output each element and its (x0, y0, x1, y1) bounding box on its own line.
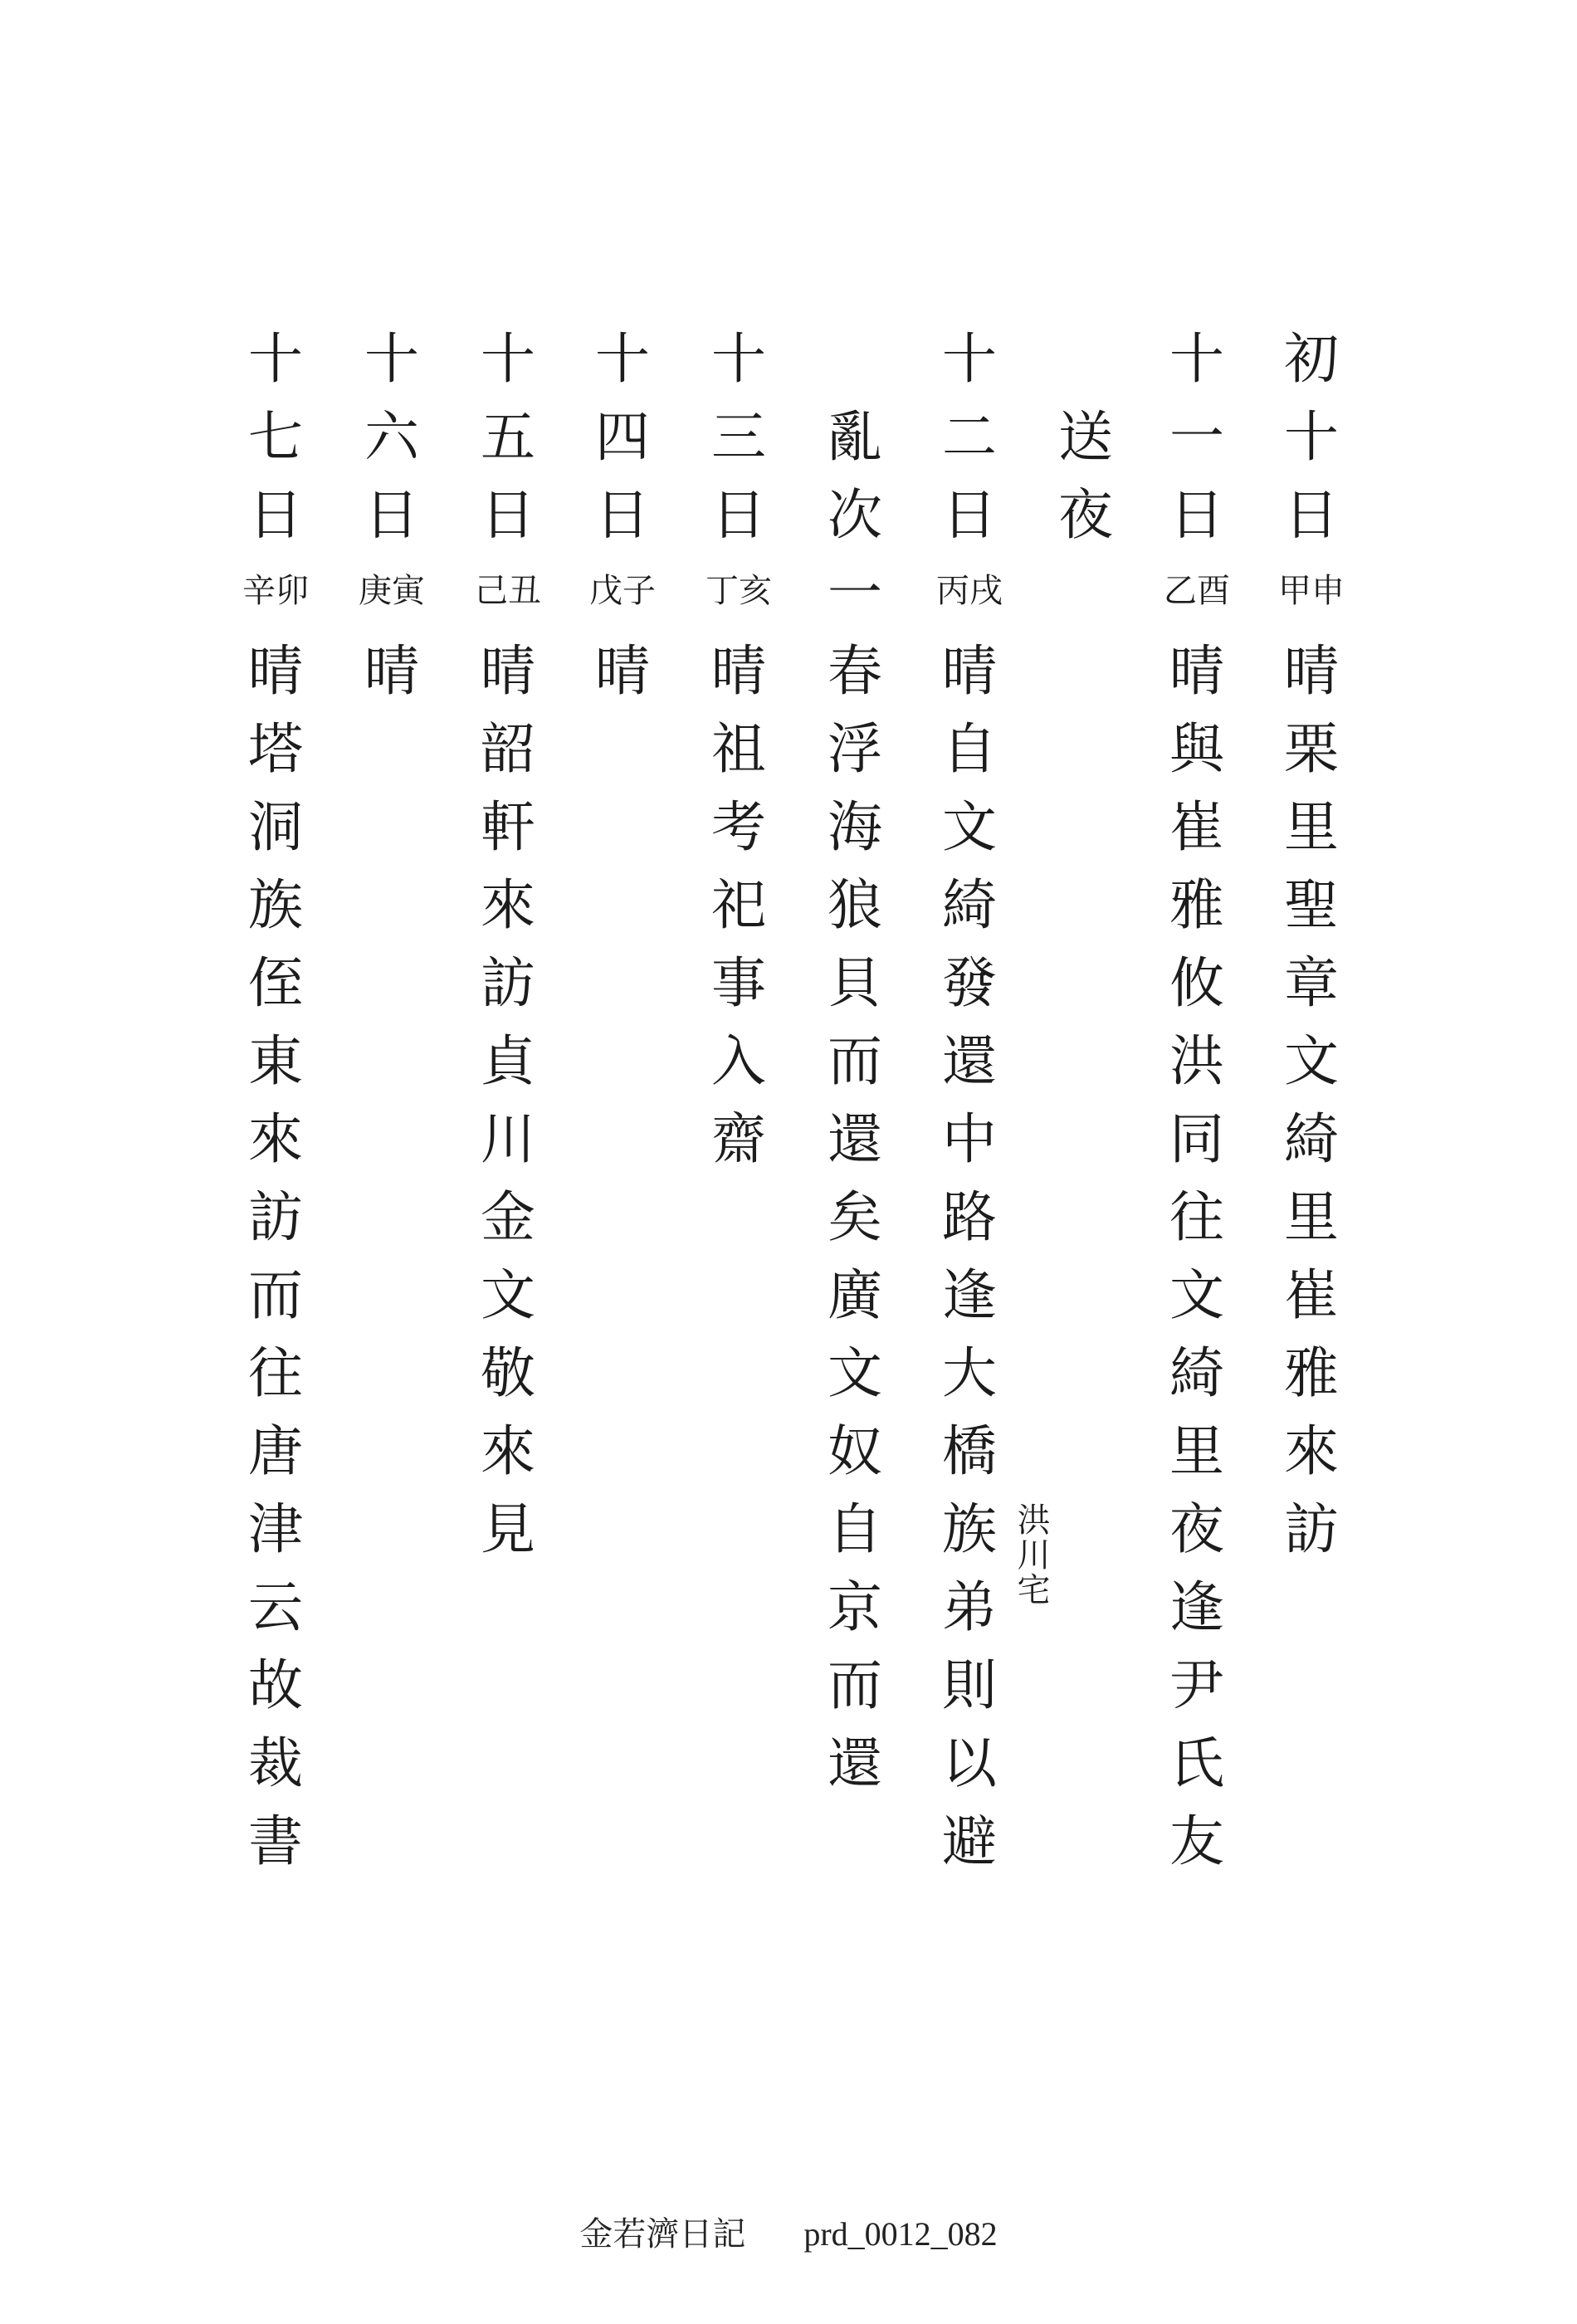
character: 故 (248, 1653, 303, 1717)
diary-column (697, 0, 780, 1992)
character: 往 (248, 1341, 303, 1405)
character: 十 (1284, 405, 1339, 469)
character: 貝 (828, 951, 882, 1015)
character: 十 (1169, 327, 1224, 391)
character: 塔 (248, 717, 303, 781)
character: 文 (828, 1341, 882, 1405)
character: 見 (481, 1497, 535, 1561)
character: 貞 (481, 1029, 535, 1093)
character: 栗 (1284, 717, 1339, 781)
character: 里 (1284, 1185, 1339, 1249)
character: 津 (248, 1497, 303, 1561)
character: 還 (828, 1107, 882, 1171)
character: 唐 (248, 1419, 303, 1483)
ganzhi-day-label: 庚寅 (359, 572, 425, 610)
character: 祖 (711, 717, 766, 781)
ganzhi-day-label: 辛卯 (242, 572, 309, 610)
character: 祀 (711, 873, 766, 937)
character: 文 (1169, 1263, 1224, 1327)
character: 逢 (1169, 1575, 1224, 1639)
character: 矣 (828, 1185, 882, 1249)
character: 來 (481, 1419, 535, 1483)
character: 往 (1169, 1185, 1224, 1249)
character: 雅 (1169, 873, 1224, 937)
character: 十 (481, 327, 535, 391)
character: 日 (481, 483, 535, 547)
character: 日 (1169, 483, 1224, 547)
character: 晴 (942, 639, 997, 703)
character: 訪 (481, 951, 535, 1015)
character: 氏 (1169, 1731, 1224, 1795)
diary-column (581, 0, 664, 1992)
character: 日 (364, 483, 419, 547)
character: 雅 (1284, 1341, 1339, 1405)
character: 晴 (364, 639, 419, 703)
character: 路 (942, 1185, 997, 1249)
character: 狼 (828, 873, 882, 937)
ganzhi-day-label: 丙戌 (936, 572, 1003, 610)
character: 浮 (828, 717, 882, 781)
character: 考 (711, 795, 766, 859)
character: 七 (248, 405, 303, 469)
character: 十 (595, 327, 650, 391)
diary-column (813, 0, 896, 1992)
character: 則 (942, 1653, 997, 1717)
interlinear-note: 洪川宅 (1012, 1502, 1050, 1607)
character: 晴 (248, 639, 303, 703)
character: 日 (595, 483, 650, 547)
character: 發 (942, 951, 997, 1015)
character: 一 (828, 561, 882, 625)
character: 橋 (942, 1419, 997, 1483)
character: 與 (1169, 717, 1224, 781)
character: 同 (1169, 1107, 1224, 1171)
character: 里 (1284, 795, 1339, 859)
footer-page-id: prd_0012_082 (803, 2215, 998, 2253)
character: 日 (248, 483, 303, 547)
character: 而 (828, 1653, 882, 1717)
character: 夜 (1169, 1497, 1224, 1561)
character: 夜 (1058, 483, 1113, 547)
character: 金 (481, 1185, 535, 1249)
character: 大 (942, 1341, 997, 1405)
character: 軒 (481, 795, 535, 859)
character: 十 (364, 327, 419, 391)
character: 侄 (248, 951, 303, 1015)
diary-column (350, 0, 433, 1992)
character: 二 (942, 405, 997, 469)
character: 韶 (481, 717, 535, 781)
ganzhi-day-label: 己丑 (475, 572, 541, 610)
character: 三 (711, 405, 766, 469)
ganzhi-day-label: 乙酉 (1164, 572, 1230, 610)
character: 攸 (1169, 951, 1224, 1015)
character: 以 (942, 1731, 997, 1795)
character: 日 (1284, 483, 1339, 547)
character: 還 (942, 1029, 997, 1093)
character: 十 (942, 327, 997, 391)
diary-column (1270, 0, 1353, 1992)
character: 京 (828, 1575, 882, 1639)
character: 六 (364, 405, 419, 469)
character: 自 (828, 1497, 882, 1561)
diary-column (1155, 0, 1238, 1992)
character: 自 (942, 717, 997, 781)
character: 春 (828, 639, 882, 703)
character: 齋 (711, 1107, 766, 1171)
character: 尹 (1169, 1653, 1224, 1717)
ganzhi-day-label: 甲申 (1278, 572, 1345, 610)
character: 事 (711, 951, 766, 1015)
character: 來 (248, 1107, 303, 1171)
character: 書 (248, 1809, 303, 1873)
character: 而 (248, 1263, 303, 1327)
character: 廣 (828, 1263, 882, 1327)
ganzhi-day-label: 丁亥 (706, 572, 772, 610)
character: 海 (828, 795, 882, 859)
character: 崔 (1284, 1263, 1339, 1327)
character: 入 (711, 1029, 766, 1093)
diary-column (1044, 0, 1127, 1992)
footer-title: 金若濟日記 (579, 2215, 746, 2253)
character: 文 (481, 1263, 535, 1327)
character: 而 (828, 1029, 882, 1093)
character: 云 (248, 1575, 303, 1639)
character: 族 (248, 873, 303, 937)
character: 奴 (828, 1419, 882, 1483)
character: 還 (828, 1731, 882, 1795)
character: 日 (942, 483, 997, 547)
character: 綺 (942, 873, 997, 937)
page-footer (0, 2208, 1577, 2255)
character: 族 (942, 1497, 997, 1561)
diary-column (234, 0, 317, 1992)
character: 五 (481, 405, 535, 469)
character: 一 (1169, 405, 1224, 469)
character: 友 (1169, 1809, 1224, 1873)
character: 東 (248, 1029, 303, 1093)
character: 送 (1058, 405, 1113, 469)
character: 亂 (828, 405, 882, 469)
character: 十 (248, 327, 303, 391)
diary-column (466, 0, 549, 1992)
character: 避 (942, 1809, 997, 1873)
character: 崔 (1169, 795, 1224, 859)
diary-column (928, 0, 1011, 1992)
character: 綺 (1284, 1107, 1339, 1171)
character: 訪 (1284, 1497, 1339, 1561)
character: 晴 (1284, 639, 1339, 703)
character: 文 (942, 795, 997, 859)
character: 十 (711, 327, 766, 391)
character: 晴 (1169, 639, 1224, 703)
character: 晴 (595, 639, 650, 703)
character: 章 (1284, 951, 1339, 1015)
character: 弟 (942, 1575, 997, 1639)
character: 日 (711, 483, 766, 547)
character: 逢 (942, 1263, 997, 1327)
character: 來 (1284, 1419, 1339, 1483)
character: 來 (481, 873, 535, 937)
character: 晴 (481, 639, 535, 703)
character: 洪 (1169, 1029, 1224, 1093)
character: 訪 (248, 1185, 303, 1249)
character: 聖 (1284, 873, 1339, 937)
character: 綺 (1169, 1341, 1224, 1405)
character: 次 (828, 483, 882, 547)
character: 文 (1284, 1029, 1339, 1093)
character: 中 (942, 1107, 997, 1171)
character: 初 (1284, 327, 1339, 391)
character: 洞 (248, 795, 303, 859)
ganzhi-day-label: 戊子 (589, 572, 656, 610)
character: 四 (595, 405, 650, 469)
character: 裁 (248, 1731, 303, 1795)
character: 敬 (481, 1341, 535, 1405)
character: 晴 (711, 639, 766, 703)
character: 川 (481, 1107, 535, 1171)
character: 里 (1169, 1419, 1224, 1483)
